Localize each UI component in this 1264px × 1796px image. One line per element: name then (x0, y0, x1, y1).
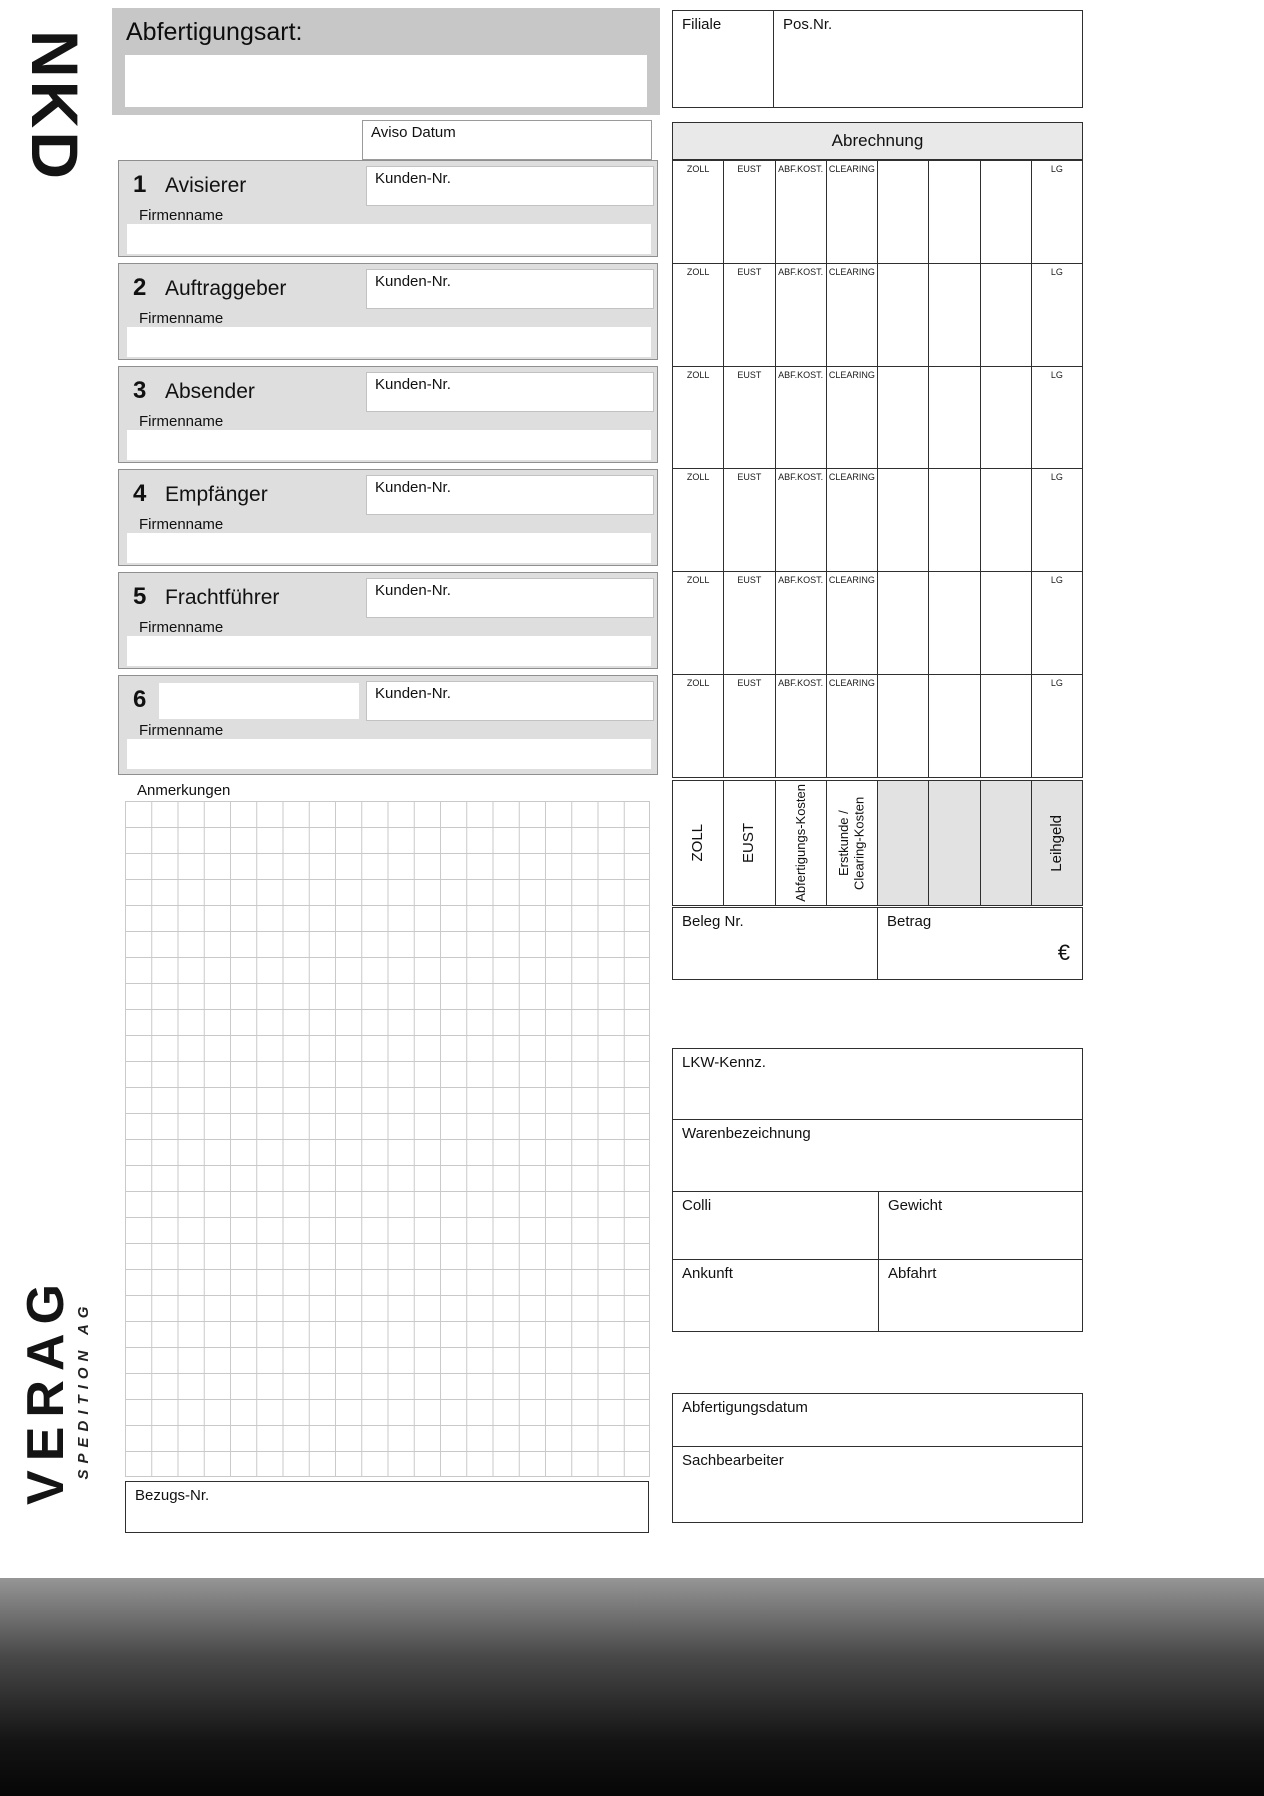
bezugs-nr-field[interactable] (125, 1481, 649, 1533)
kunden-nr-field[interactable] (366, 475, 654, 515)
abrechnung-cell-blank[interactable] (928, 161, 979, 263)
abrechnung-row (673, 161, 1082, 263)
firmenname-field[interactable] (127, 636, 651, 666)
section-name: Frachtführer (165, 586, 280, 609)
leihgeld-column-label (1031, 781, 1082, 905)
abrechnung-cell-abfkost[interactable]: ABF.KOST. (775, 161, 826, 263)
aviso-datum-label: Aviso Datum (371, 124, 456, 141)
abrechnung-cell-eust[interactable]: EUST (723, 572, 774, 674)
sachbearbeiter-field[interactable] (673, 1446, 1082, 1522)
section-number: 6 (133, 686, 147, 713)
pos-nr-field[interactable] (773, 11, 1082, 107)
ankunft-abfahrt-row (673, 1259, 1082, 1331)
abrechnung-cell-abfkost[interactable]: ABF.KOST. (775, 675, 826, 777)
abfertigungsdatum-field[interactable] (673, 1394, 1082, 1446)
section-name-field[interactable] (159, 683, 359, 719)
betrag-field[interactable] (877, 907, 1083, 980)
section-number: 5 (133, 583, 147, 610)
verag-logo-text: VERAG (17, 1275, 75, 1505)
abrechnung-cell-eust[interactable]: EUST (723, 161, 774, 263)
abfertigungsdatum-label: Abfertigungsdatum (682, 1399, 808, 1416)
anmerkungen-label: Anmerkungen (137, 782, 231, 799)
betrag-label: Betrag (887, 913, 932, 930)
abrechnung-cell-clearing[interactable]: CLEARING (826, 469, 877, 571)
abrechnung-cell-blank[interactable] (877, 367, 928, 469)
bezugs-nr-label: Bezugs-Nr. (135, 1487, 210, 1504)
binding-edge (0, 1578, 1264, 1796)
section-number: 1 (133, 171, 147, 198)
abrechnung-cell-blank[interactable] (980, 264, 1031, 366)
abrechnung-cell-abfkost[interactable]: ABF.KOST. (775, 572, 826, 674)
abrechnung-cell-lg[interactable]: LG (1031, 161, 1082, 263)
abrechnung-row (673, 674, 1082, 777)
gewicht-field[interactable] (878, 1192, 1082, 1259)
section-name: Empfänger (165, 483, 268, 506)
abrechnung-row (673, 263, 1082, 366)
cost-column-labels (672, 780, 1083, 906)
kunden-nr-field[interactable] (366, 578, 654, 618)
abrechnung-cell-clearing[interactable]: CLEARING (826, 367, 877, 469)
section-auftraggeber (118, 263, 658, 360)
abrechnung-table (672, 160, 1083, 778)
firmenname-label: Firmenname (139, 310, 224, 327)
kunden-nr-label: Kunden-Nr. (375, 582, 451, 599)
abrechnung-cell-eust[interactable]: EUST (723, 264, 774, 366)
verag-logo (17, 1235, 100, 1545)
warenbezeichnung-label: Warenbezeichnung (682, 1125, 811, 1142)
nkd-logo: NKD (18, 30, 92, 182)
abfertigungskosten-label-text: Abfertigungs-Kosten (792, 784, 808, 902)
abrechnung-cell-blank[interactable] (877, 572, 928, 674)
abrechnung-cell-blank[interactable] (877, 161, 928, 263)
kunden-nr-field[interactable] (366, 372, 654, 412)
abrechnung-cell-blank[interactable] (928, 264, 979, 366)
kunden-nr-field[interactable] (366, 681, 654, 721)
blank-column-label (877, 781, 928, 905)
eust-label-text: EUST (740, 822, 758, 863)
firmenname-label: Firmenname (139, 413, 224, 430)
kunden-nr-label: Kunden-Nr. (375, 273, 451, 290)
section-frachtfuehrer (118, 572, 658, 669)
firmenname-label: Firmenname (139, 516, 224, 533)
filiale-field[interactable] (673, 11, 773, 107)
abrechnung-cell-blank[interactable] (980, 469, 1031, 571)
warenbezeichnung-field[interactable] (673, 1119, 1082, 1191)
abrechnung-cell-blank[interactable] (980, 572, 1031, 674)
beleg-nr-field[interactable] (672, 907, 878, 980)
abrechnung-cell-lg[interactable]: LG (1031, 367, 1082, 469)
section-name: Avisierer (165, 174, 247, 197)
abrechnung-cell-eust[interactable]: EUST (723, 367, 774, 469)
firmenname-field[interactable] (127, 739, 651, 769)
section-number: 3 (133, 377, 147, 404)
kunden-nr-label: Kunden-Nr. (375, 479, 451, 496)
abfahrt-field[interactable] (878, 1260, 1082, 1331)
section-absender (118, 366, 658, 463)
filiale-label: Filiale (682, 16, 722, 33)
pos-nr-label: Pos.Nr. (783, 16, 833, 33)
firmenname-field[interactable] (127, 533, 651, 563)
abrechnung-cell-abfkost[interactable]: ABF.KOST. (775, 469, 826, 571)
abrechnung-cell-clearing[interactable]: CLEARING (826, 675, 877, 777)
abrechnung-row (673, 468, 1082, 571)
kunden-nr-label: Kunden-Nr. (375, 685, 451, 702)
colli-field[interactable] (673, 1192, 878, 1259)
aviso-datum-field[interactable] (362, 120, 652, 160)
clearingkosten-label-text: Erstkunde / Clearing-Kosten (836, 796, 867, 890)
shipment-box (672, 1048, 1083, 1332)
euro-currency-symbol: € (1057, 940, 1070, 965)
abfertigungskosten-column-label (775, 781, 826, 905)
ankunft-field[interactable] (673, 1260, 878, 1331)
kunden-nr-label: Kunden-Nr. (375, 170, 451, 187)
blank-column-label (928, 781, 979, 905)
kunden-nr-field[interactable] (366, 269, 654, 309)
abrechnung-cell-clearing[interactable]: CLEARING (826, 264, 877, 366)
firmenname-label: Firmenname (139, 207, 224, 224)
abrechnung-cell-clearing[interactable]: CLEARING (826, 572, 877, 674)
anmerkungen-grid[interactable] (125, 801, 650, 1477)
abrechnung-cell-zoll[interactable]: ZOLL (686, 472, 710, 483)
firmenname-field[interactable] (127, 430, 651, 460)
section-number: 2 (133, 274, 147, 301)
abrechnung-cell-clearing[interactable]: CLEARING (826, 161, 877, 263)
section-name: Auftraggeber (165, 277, 287, 300)
abrechnung-cell-abfkost[interactable]: ABF.KOST. (775, 367, 826, 469)
abrechnung-cell-zoll[interactable]: ZOLL (686, 164, 710, 174)
abrechnung-cell-eust[interactable]: EUST (723, 469, 774, 571)
leihgeld-label-text: Leihgeld (1047, 814, 1065, 872)
abrechnung-cell-blank[interactable] (928, 675, 979, 777)
lkw-kennz-field[interactable] (673, 1049, 1082, 1119)
abrechnung-cell-blank[interactable] (877, 469, 928, 571)
kunden-nr-label: Kunden-Nr. (375, 376, 451, 393)
abrechnung-row (673, 571, 1082, 674)
colli-label: Colli (682, 1197, 712, 1214)
abrechnung-cell-blank[interactable] (980, 675, 1031, 777)
abrechnung-cell-blank[interactable] (877, 264, 928, 366)
abrechnung-cell-blank[interactable] (928, 572, 979, 674)
processing-box (672, 1393, 1083, 1523)
firmenname-field[interactable] (127, 327, 651, 357)
abrechnung-cell-abfkost[interactable]: ABF.KOST. (775, 264, 826, 366)
abrechnung-cell-blank[interactable] (980, 161, 1031, 263)
verag-logo-subtext: SPEDITION AG (75, 1300, 92, 1480)
abfertigungsart-label: Abfertigungsart: (126, 18, 303, 46)
section-empfaenger (118, 469, 658, 566)
abrechnung-cell-eust[interactable]: EUST (723, 675, 774, 777)
abrechnung-cell-zoll[interactable]: ZOLL (686, 678, 710, 689)
abrechnung-row (673, 366, 1082, 469)
eust-column-label (723, 781, 774, 905)
section-avisierer (118, 160, 658, 257)
beleg-nr-label: Beleg Nr. (682, 913, 744, 930)
abrechnung-cell-zoll[interactable]: ZOLL (686, 266, 710, 277)
zoll-column-label (673, 781, 723, 905)
abrechnung-cell-blank[interactable] (980, 367, 1031, 469)
lkw-kennz-label: LKW-Kennz. (682, 1054, 766, 1071)
abfertigungsart-panel (112, 8, 660, 115)
ankunft-label: Ankunft (682, 1265, 733, 1282)
abrechnung-cell-blank[interactable] (928, 367, 979, 469)
abfertigungsart-field[interactable] (125, 55, 647, 107)
section-sonstige (118, 675, 658, 775)
clearingkosten-column-label (826, 781, 877, 905)
abrechnung-cell-blank[interactable] (928, 469, 979, 571)
colli-gewicht-row (673, 1191, 1082, 1259)
abrechnung-cell-lg[interactable]: LG (1031, 572, 1082, 674)
abrechnung-cell-lg[interactable]: LG (1031, 469, 1082, 571)
abrechnung-cell-zoll[interactable]: ZOLL (686, 575, 710, 586)
firmenname-field[interactable] (127, 224, 651, 254)
kunden-nr-field[interactable] (366, 166, 654, 206)
abfahrt-label: Abfahrt (888, 1265, 937, 1282)
section-name: Absender (165, 380, 255, 403)
zoll-label-text: ZOLL (689, 824, 707, 862)
sachbearbeiter-label: Sachbearbeiter (682, 1452, 784, 1469)
abrechnung-cell-blank[interactable] (877, 675, 928, 777)
abrechnung-cell-lg[interactable]: LG (1031, 264, 1082, 366)
section-number: 4 (133, 480, 147, 507)
abrechnung-cell-zoll[interactable]: ZOLL (686, 369, 710, 380)
firmenname-label: Firmenname (139, 722, 224, 739)
abrechnung-title: Abrechnung (672, 122, 1083, 160)
gewicht-label: Gewicht (888, 1197, 943, 1214)
blank-column-label (980, 781, 1031, 905)
abrechnung-cell-lg[interactable]: LG (1031, 675, 1082, 777)
filiale-posnr-box (672, 10, 1083, 108)
firmenname-label: Firmenname (139, 619, 224, 636)
